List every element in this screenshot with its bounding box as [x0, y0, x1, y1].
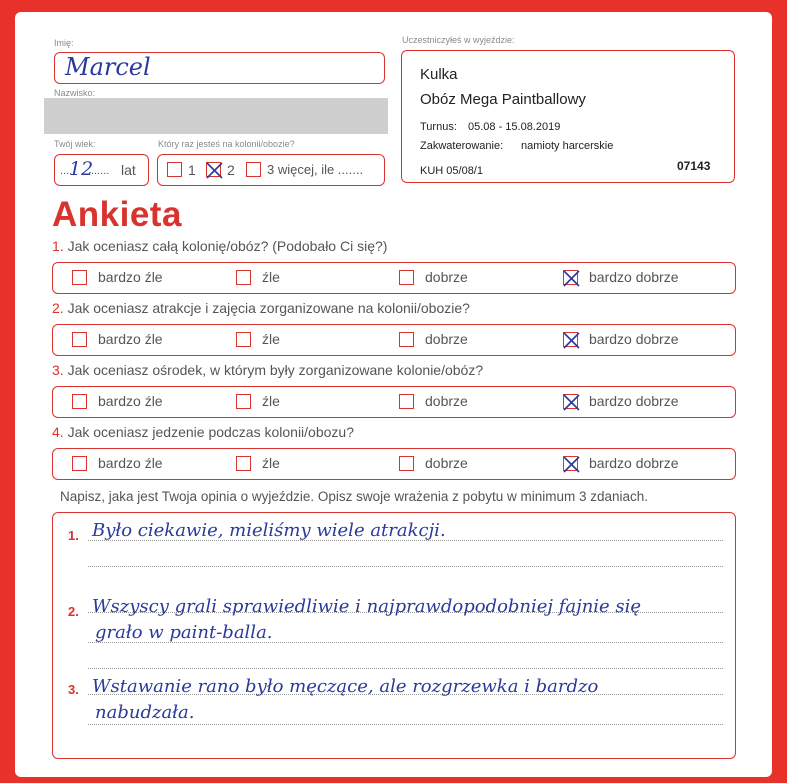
question-number: 1.: [52, 238, 64, 254]
question-number: 3.: [52, 362, 64, 378]
trip-company: Kulka: [420, 66, 458, 83]
option-checkbox[interactable]: [236, 456, 251, 471]
trip-info-box: [401, 50, 735, 183]
times-checkbox-1[interactable]: [167, 162, 182, 177]
option-checkbox[interactable]: [563, 332, 578, 347]
option-label: bardzo dobrze: [589, 455, 679, 471]
surname-label: Nazwisko:: [54, 88, 96, 98]
opinion-handwriting: Wszyscy grali sprawiedliwie i najprawdopodobniej fajnie się: [92, 596, 642, 617]
question-label: Jak oceniasz całą kolonię/obóz? (Podobało Ci się?): [67, 238, 388, 254]
option-checkbox[interactable]: [236, 394, 251, 409]
opinion-number: 2.: [68, 604, 79, 619]
times-checkbox-3[interactable]: [246, 162, 261, 177]
participant-label: Uczestniczyłeś w wyjeździe:: [402, 35, 515, 45]
age-dots-suffix: ......: [91, 165, 110, 177]
name-field[interactable]: [54, 52, 385, 84]
opinion-number: 3.: [68, 682, 79, 697]
option-checkbox[interactable]: [399, 270, 414, 285]
checkmark-x-icon: [561, 392, 582, 413]
age-value: 12: [69, 158, 94, 180]
name-label: Imię:: [54, 38, 74, 48]
option-checkbox[interactable]: [399, 394, 414, 409]
option-label: bardzo źle: [98, 455, 163, 471]
opinion-handwriting: nabudzała.: [95, 702, 195, 723]
question-number: 4.: [52, 424, 64, 440]
question-label: Jak oceniasz atrakcje i zajęcia zorganizowane na kolonii/obozie?: [67, 300, 470, 316]
survey-title: Ankieta: [52, 195, 182, 234]
opinion-handwriting: Wstawanie rano było męczące, ale rozgrzewka i bardzo: [92, 676, 599, 697]
turnus-value: 05.08 - 15.08.2019: [468, 121, 561, 133]
option-checkbox[interactable]: [72, 270, 87, 285]
option-label: źle: [262, 393, 280, 409]
option-checkbox[interactable]: [563, 394, 578, 409]
trip-name: Obóz Mega Paintballowy: [420, 91, 586, 108]
accommodation-label: Zakwaterowanie:: [420, 140, 504, 152]
option-checkbox[interactable]: [563, 270, 578, 285]
option-checkbox[interactable]: [72, 394, 87, 409]
writing-line: [88, 724, 723, 725]
question-label: Jak oceniasz ośrodek, w którym były zorganizowane kolonie/obóz?: [67, 362, 484, 378]
option-checkbox[interactable]: [399, 456, 414, 471]
question-3-text: [52, 362, 483, 378]
opinion-number: 1.: [68, 528, 79, 543]
option-checkbox[interactable]: [72, 456, 87, 471]
question-1-text: [52, 238, 387, 254]
option-checkbox[interactable]: [236, 332, 251, 347]
option-label: bardzo źle: [98, 393, 163, 409]
checkmark-x-icon: [561, 268, 582, 289]
times-option-2: 2: [227, 162, 235, 178]
age-label: Twój wiek:: [54, 139, 96, 149]
option-label: bardzo dobrze: [589, 331, 679, 347]
opinion-prompt: Napisz, jaka jest Twoja opinia o wyjeździe. Opisz swoje wrażenia z pobytu w minimum 3 zdaniach.: [60, 489, 649, 504]
writing-line: [88, 668, 723, 669]
checkmark-x-icon: [204, 160, 225, 181]
checkmark-x-icon: [561, 454, 582, 475]
option-label: bardzo dobrze: [589, 393, 679, 409]
option-label: dobrze: [425, 331, 468, 347]
option-label: źle: [262, 331, 280, 347]
opinion-handwriting: Było ciekawie, mieliśmy wiele atrakcji.: [92, 520, 446, 541]
times-checkbox-2[interactable]: [206, 162, 221, 177]
turnus-label: Turnus:: [420, 121, 457, 133]
option-checkbox[interactable]: [72, 332, 87, 347]
option-label: dobrze: [425, 393, 468, 409]
option-checkbox[interactable]: [399, 332, 414, 347]
question-label: Jak oceniasz jedzenie podczas kolonii/obozu?: [67, 424, 354, 440]
times-option-1: 1: [188, 162, 196, 178]
accommodation-value: namioty harcerskie: [521, 140, 614, 152]
trip-number: 07143: [677, 159, 711, 173]
question-2-text: [52, 300, 470, 316]
option-label: bardzo źle: [98, 269, 163, 285]
option-label: źle: [262, 269, 280, 285]
age-field[interactable]: [54, 154, 149, 186]
times-label: Który raz jesteś na kolonii/obozie?: [158, 139, 295, 149]
writing-line: [88, 566, 723, 567]
option-checkbox[interactable]: [563, 456, 578, 471]
question-4-text: [52, 424, 354, 440]
name-value: Marcel: [65, 53, 151, 81]
opinion-handwriting: grało w paint-balla.: [95, 622, 273, 643]
question-number: 2.: [52, 300, 64, 316]
trip-code: KUH 05/08/1: [420, 165, 483, 177]
age-dots-prefix: ....: [60, 165, 73, 177]
option-label: dobrze: [425, 455, 468, 471]
option-label: dobrze: [425, 269, 468, 285]
surname-redacted: [44, 98, 388, 134]
times-field: [157, 154, 385, 186]
times-option-3: 3 więcej, ile .......: [267, 162, 364, 177]
option-checkbox[interactable]: [236, 270, 251, 285]
checkmark-x-icon: [561, 330, 582, 351]
option-label: źle: [262, 455, 280, 471]
option-label: bardzo dobrze: [589, 269, 679, 285]
option-label: bardzo źle: [98, 331, 163, 347]
age-unit: lat: [121, 162, 136, 178]
